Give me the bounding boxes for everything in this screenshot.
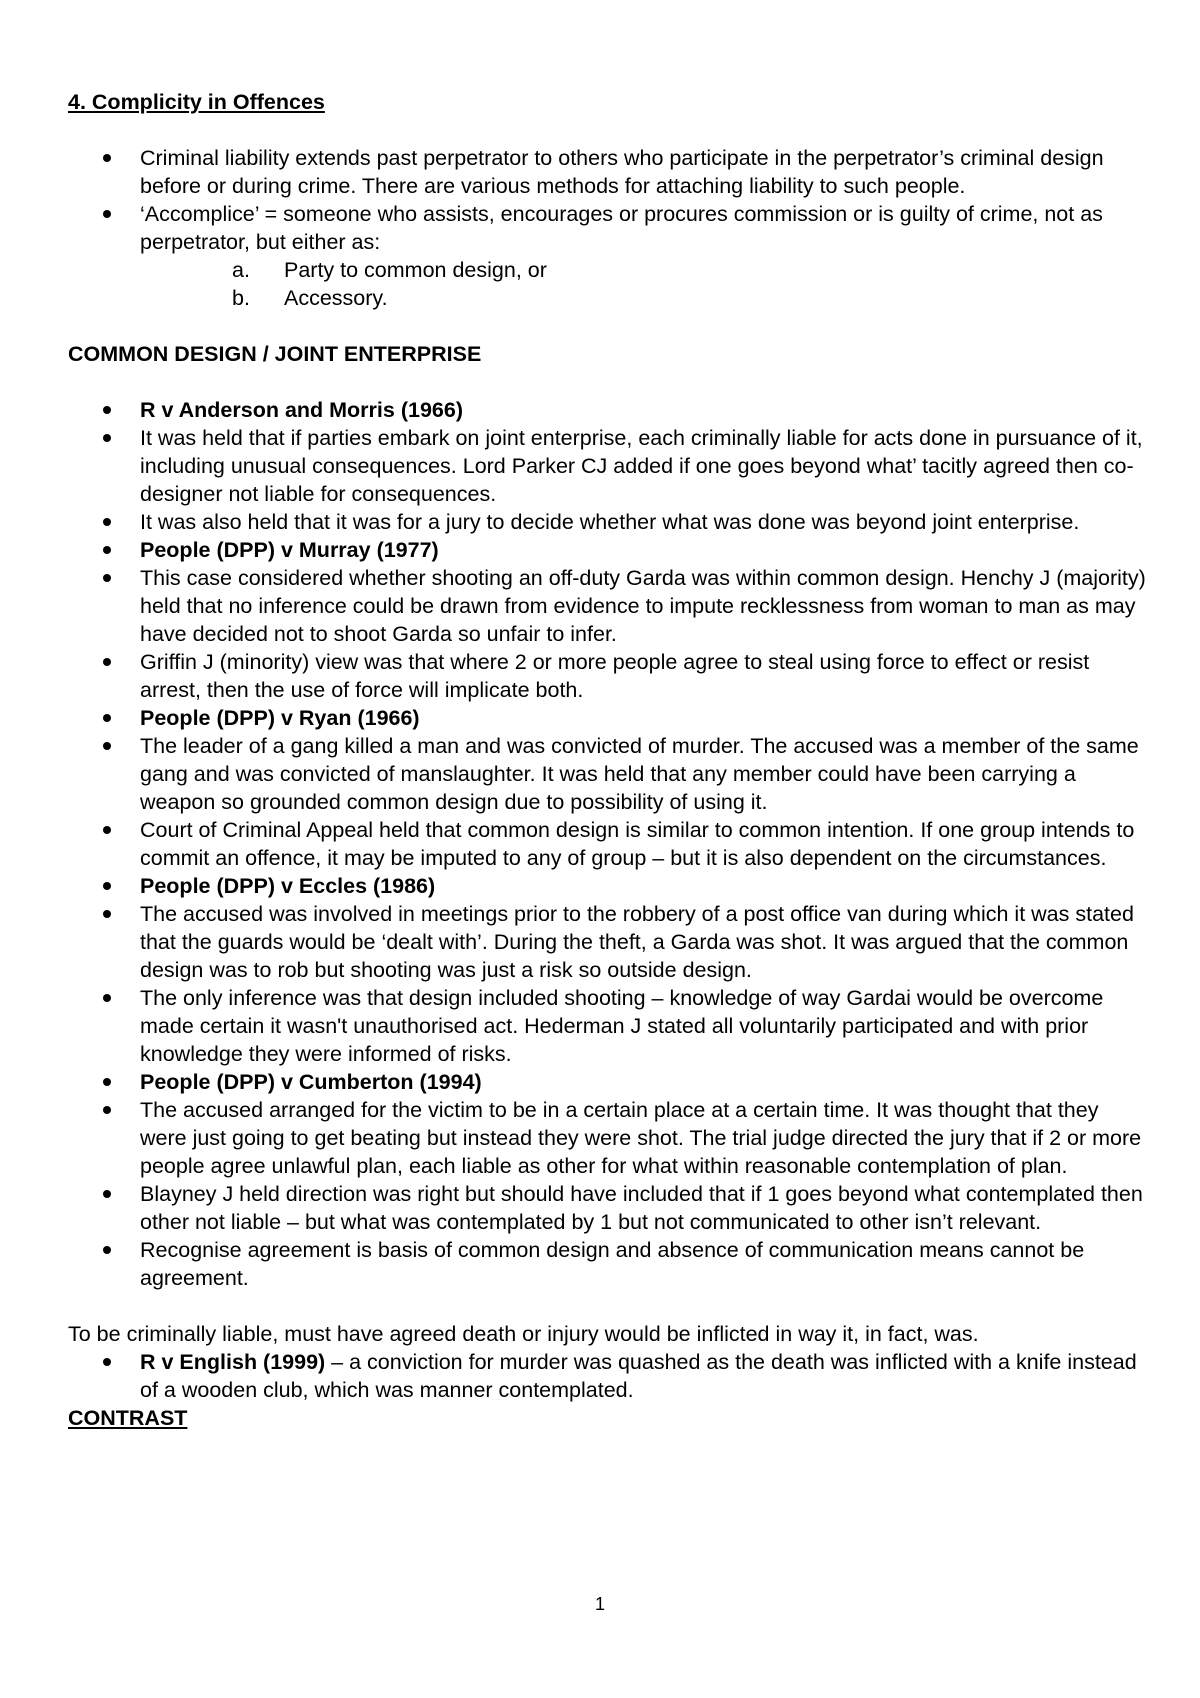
contrast-heading: CONTRAST — [68, 1406, 188, 1430]
case-point: Recognise agreement is basis of common design and absence of communication means cannot be agreement. — [68, 1236, 1148, 1292]
accomplice-option — [140, 284, 1148, 312]
case-point: Court of Criminal Appeal held that common design is similar to common intention. If one group intends to commit an offence, it may be imputed to any of group – but it is also dependent on the circumstances. — [68, 816, 1148, 872]
case-name: People (DPP) v Murray (1977) — [68, 536, 1148, 564]
case-list — [68, 396, 1148, 1292]
liability-statement: To be criminally liable, must have agreed death or injury would be inflicted in way it, in fact, was. — [68, 1322, 979, 1346]
option-marker: a. — [232, 258, 250, 282]
spacer — [68, 312, 1148, 340]
case-point: The leader of a gang killed a man and was convicted of murder. The accused was a member of the same gang and was convicted of manslaughter. It was held that any member could have been carrying a weapon so grounded common design due to possibility of using it. — [68, 732, 1148, 816]
case-point: The only inference was that design included shooting – knowledge of way Gardai would be overcome made certain it wasn't unauthorised act. Hederman J stated all voluntarily participated and with prior knowledge they were informed of risks. — [68, 984, 1148, 1068]
case-point: The accused was involved in meetings prior to the robbery of a post office van during which it was stated that the guards would be ‘dealt with’. During the theft, a Garda was shot. It was argued that the common design was to rob but shooting was just a risk so outside design. — [68, 900, 1148, 984]
case-name: R v Anderson and Morris (1966) — [68, 396, 1148, 424]
accomplice-options-list — [140, 256, 1148, 312]
case-name: People (DPP) v Eccles (1986) — [68, 872, 1148, 900]
intro-bullet-text: ‘Accomplice’ = someone who assists, encourages or procures commission or is guilty of crime, not as perpetrator, but either as: — [140, 202, 1103, 254]
common-design-heading: COMMON DESIGN / JOINT ENTERPRISE — [68, 342, 482, 366]
case-name: People (DPP) v Ryan (1966) — [68, 704, 1148, 732]
case-name: People (DPP) v Cumberton (1994) — [68, 1068, 1148, 1096]
english-case-item — [68, 1348, 1148, 1404]
case-point: Griffin J (minority) view was that where 2 or more people agree to steal using force to effect or resist arrest, then the use of force will implicate both. — [68, 648, 1148, 704]
spacer — [68, 368, 1148, 396]
english-case-list — [68, 1348, 1148, 1404]
option-text: Party to common design, or — [284, 258, 547, 282]
accomplice-option — [140, 256, 1148, 284]
case-point: It was also held that it was for a jury to decide whether what was done was beyond joint enterprise. — [68, 508, 1148, 536]
intro-bullet-list — [68, 144, 1148, 312]
page-number: 1 — [594, 1594, 605, 1614]
english-case-text: – a conviction for murder was quashed as the death was inflicted with a knife instead of a wooden club, which was manner contemplated. — [140, 1350, 1137, 1402]
english-case-name: R v English (1999) — [140, 1350, 326, 1374]
case-point: It was held that if parties embark on joint enterprise, each criminally liable for acts done in pursuance of it, including unusual consequences. Lord Parker CJ added if one goes beyond what’ tacitly agreed then co-designer not liable for consequences. — [68, 424, 1148, 508]
case-point: The accused arranged for the victim to be in a certain place at a certain time. It was thought that they were just going to get beating but instead they were shot. The trial judge directed the jury that if 2 or more people agree unlawful plan, each liable as other for what within reasonable contemplation of plan. — [68, 1096, 1148, 1180]
document-page — [68, 88, 1148, 1432]
spacer — [68, 116, 1148, 144]
case-point: Blayney J held direction was right but should have included that if 1 goes beyond what contemplated then other not liable – but what was contemplated by 1 but not communicated to other isn’t relevant. — [68, 1180, 1148, 1236]
option-marker: b. — [232, 286, 250, 310]
intro-bullet: Criminal liability extends past perpetrator to others who participate in the perpetrator’s criminal design before or during crime. There are various methods for attaching liability to such people. — [68, 144, 1148, 200]
case-point: This case considered whether shooting an off-duty Garda was within common design. Henchy J (majority) held that no inference could be drawn from evidence to impute recklessness from woman to man as may have decided not to shoot Garda so unfair to infer. — [68, 564, 1148, 648]
option-text: Accessory. — [284, 286, 388, 310]
spacer — [68, 1292, 1148, 1320]
intro-bullet — [68, 200, 1148, 312]
section-title: 4. Complicity in Offences — [68, 90, 325, 114]
